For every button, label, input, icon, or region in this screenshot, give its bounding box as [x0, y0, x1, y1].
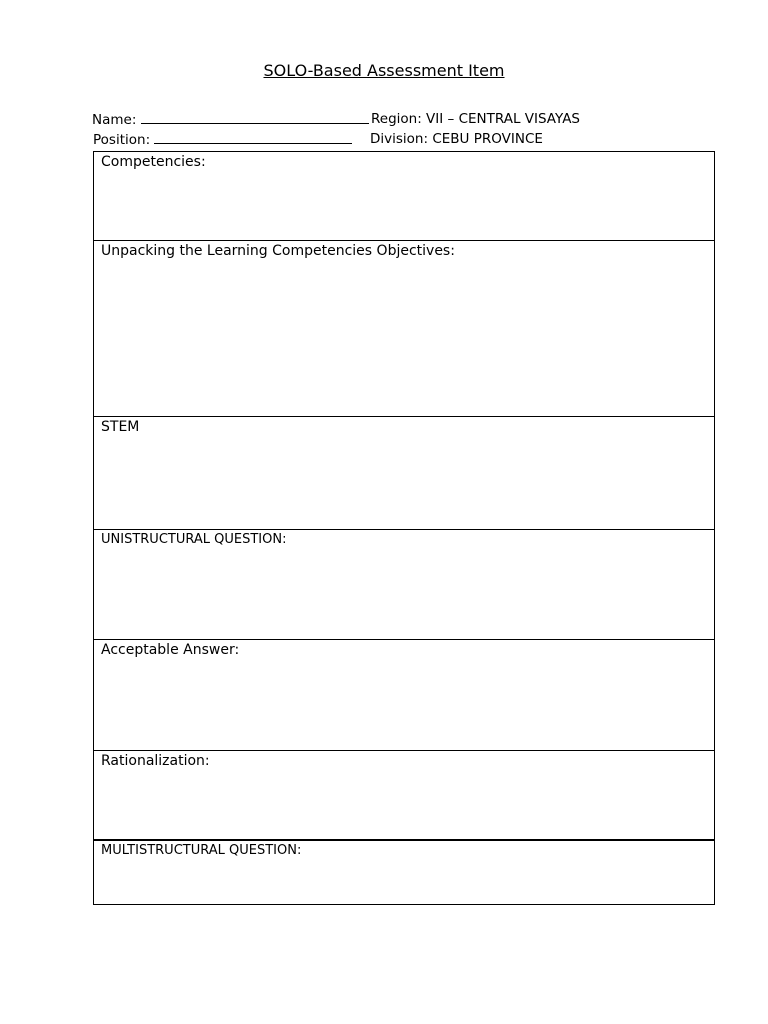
stem-cell	[94, 416, 714, 530]
competencies-cell	[94, 152, 714, 241]
name-row	[92, 111, 369, 128]
position-blank	[154, 131, 352, 144]
unistructural-label: UNISTRUCTURAL QUESTION:	[101, 532, 287, 547]
name-blank	[141, 111, 369, 124]
name-label: Name:	[92, 112, 137, 128]
competencies-label: Competencies:	[101, 154, 206, 170]
acceptable-answer-cell	[94, 639, 714, 750]
unpacking-label: Unpacking the Learning Competencies Objectives:	[101, 243, 455, 259]
multistructural-cell	[94, 839, 714, 904]
unpacking-cell	[94, 240, 714, 417]
assessment-table	[93, 151, 715, 905]
unistructural-cell	[94, 529, 714, 640]
document-title: SOLO-Based Assessment Item	[263, 61, 505, 80]
region-text: Region: VII – CENTRAL VISAYAS	[371, 111, 580, 127]
position-row	[93, 131, 352, 148]
rationalization-cell	[94, 750, 714, 839]
stem-label: STEM	[101, 419, 140, 435]
acceptable-answer-label: Acceptable Answer:	[101, 642, 240, 658]
rationalization-label: Rationalization:	[101, 753, 210, 769]
division-text: Division: CEBU PROVINCE	[370, 131, 543, 147]
position-label: Position:	[93, 132, 151, 148]
multistructural-label: MULTISTRUCTURAL QUESTION:	[101, 843, 302, 858]
